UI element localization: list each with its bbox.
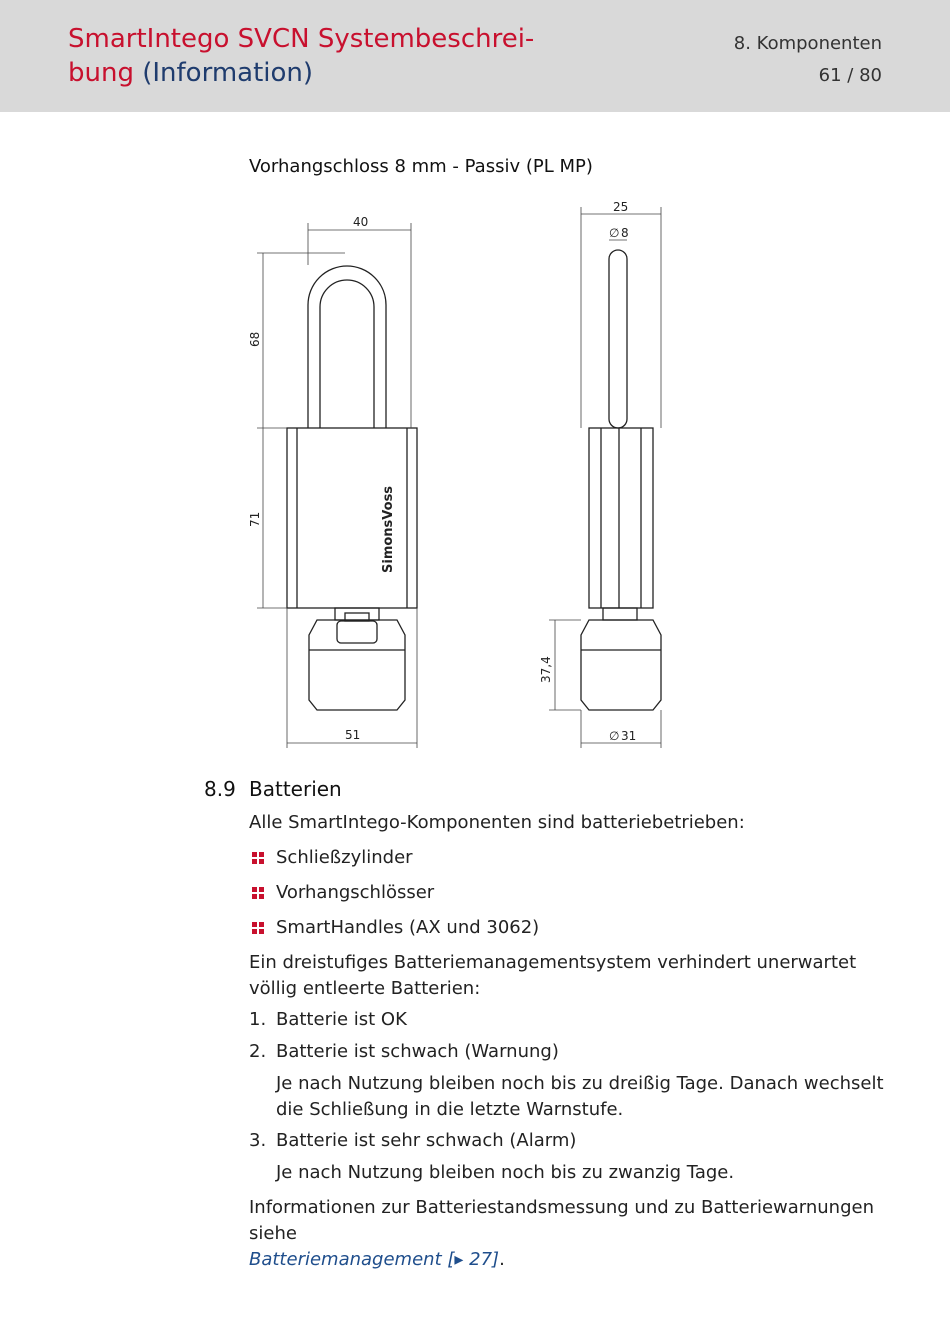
outro-paragraph: Informationen zur Batteriestandsmessung und zu Batteriewarnungen siehe Batteriemanagement [▸ 27]. <box>249 1197 874 1270</box>
dim-shackle-height: 68 <box>248 331 262 347</box>
dim-body-height: 71 <box>248 511 262 527</box>
dim-shackle-diameter: 8 <box>621 226 629 240</box>
section-number: 8.9 <box>204 777 236 801</box>
bullet-icon <box>252 922 264 934</box>
section-title: Batterien <box>249 777 342 801</box>
bullet-icon <box>252 887 264 899</box>
page-header <box>0 0 950 112</box>
step-item: 2. Batterie ist schwach (Warnung) <box>249 1041 559 1062</box>
chapter-name: 8. Komponenten <box>733 33 882 54</box>
diameter-symbol: ∅ <box>609 729 620 743</box>
bullet-icon <box>252 852 264 864</box>
section-heading <box>204 777 342 801</box>
dim-side-width: 25 <box>613 200 629 214</box>
document-title: SmartIntego SVCN Systembeschrei- bung (Information) <box>68 24 535 88</box>
step-item: 1. Batterie ist OK <box>249 1009 407 1030</box>
dim-cylinder-diameter: 31 <box>621 729 637 743</box>
chapter-info <box>734 28 882 92</box>
list-item: Schließzylinder <box>252 845 413 871</box>
diameter-symbol: ∅ <box>609 226 620 240</box>
figure-caption: Vorhangschloss 8 mm - Passiv (PL MP) <box>249 156 593 177</box>
dim-cylinder-height: 37,4 <box>539 656 553 683</box>
padlock-technical-drawing <box>245 195 675 755</box>
step-detail: Je nach Nutzung bleiben noch bis zu dreißig Tage. Danach wechselt die Schließung in die letzte Warnstufe. <box>276 1073 884 1120</box>
battery-management-link[interactable]: Batteriemanagement [▸ 27] <box>249 1249 500 1270</box>
list-item: SmartHandles (AX und 3062) <box>252 915 539 941</box>
brand-logo: SimonsVoss <box>381 485 396 573</box>
dim-shackle-width: 40 <box>353 215 369 229</box>
list-item: Vorhangschlösser <box>252 880 434 906</box>
dim-body-width: 51 <box>345 728 361 742</box>
title-subtitle: (Information) <box>142 58 314 88</box>
step-detail: Je nach Nutzung bleiben noch bis zu zwanzig Tage. <box>276 1162 735 1183</box>
battery-system-paragraph: Ein dreistufiges Batteriemanagementsystem verhindert unerwartet völlig entleerte Batterien: <box>249 952 857 999</box>
step-item: 3. Batterie ist sehr schwach (Alarm) <box>249 1130 577 1151</box>
intro-paragraph: Alle SmartIntego-Komponenten sind batteriebetrieben: <box>249 812 745 833</box>
page-number: 61 / 80 <box>818 65 882 86</box>
page-arrow-icon: ▸ <box>454 1249 464 1270</box>
